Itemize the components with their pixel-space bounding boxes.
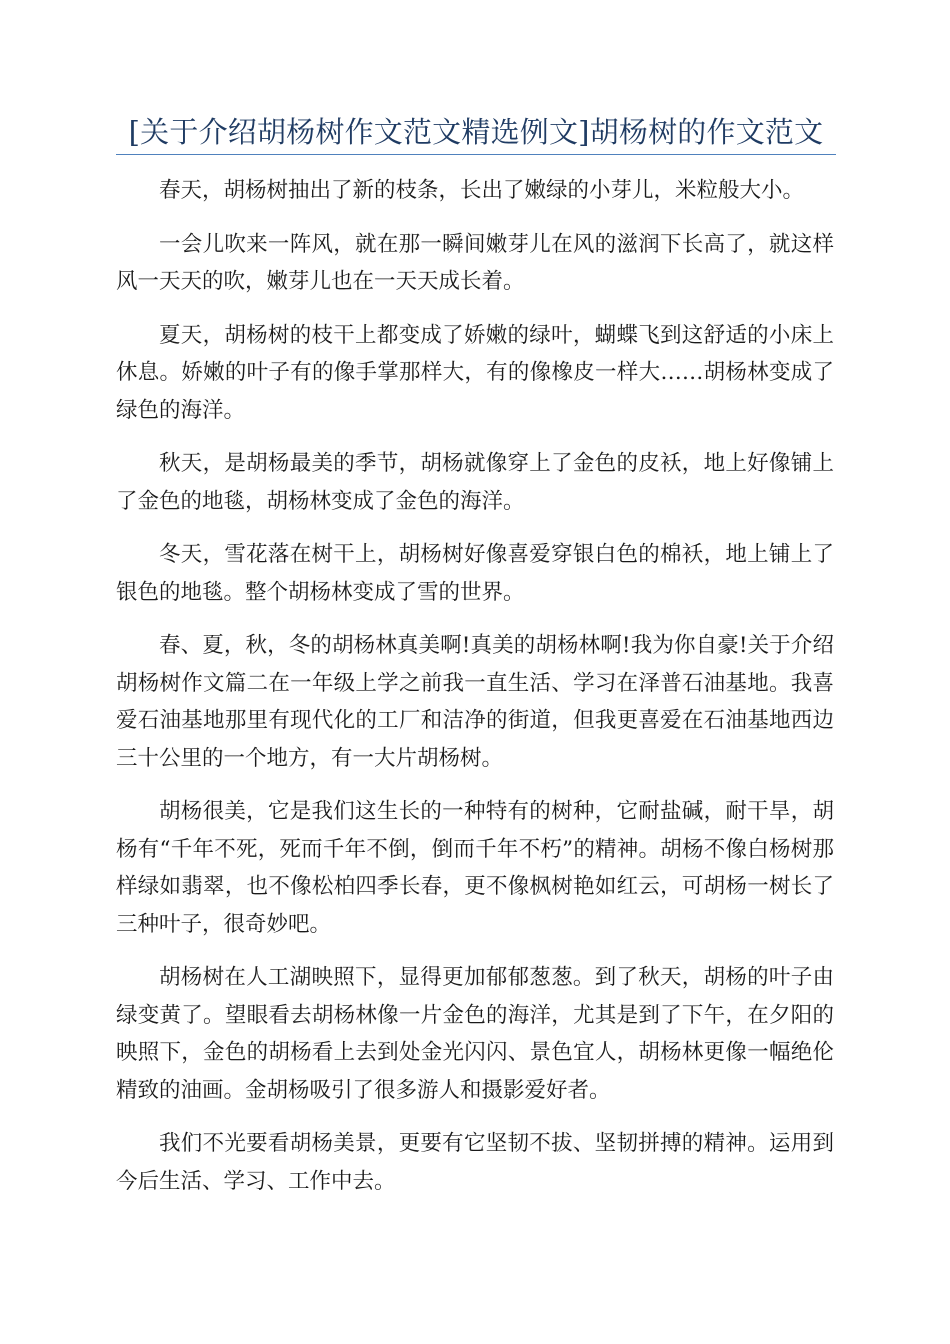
paragraph-2: 一会儿吹来一阵风，就在那一瞬间嫩芽儿在风的滋润下长高了，就这样风一天天的吹，嫩芽儿也在一天天成长着。 — [116, 231, 834, 294]
document-body — [116, 172, 834, 1216]
paragraph-7: 胡杨很美，它是我们这生长的一种特有的树种，它耐盐碱，耐干旱，胡杨有“千年不死，死而千年不倒，倒而千年不朽”的精神。胡杨不像白杨树那样绿如翡翠，也不像松柏四季长春，更不像枫树艳如红云，可胡杨一树长了三种叶子，很奇妙吧。 — [116, 799, 834, 937]
paragraph-3: 夏天，胡杨树的枝干上都变成了娇嫩的绿叶，蝴蝶飞到这舒适的小床上休息。娇嫩的叶子有的像手掌那样大，有的像橡皮一样大……胡杨林变成了绿色的海洋。 — [116, 322, 834, 423]
paragraph-1: 春天，胡杨树抽出了新的枝条，长出了嫩绿的小芽儿，米粒般大小。 — [159, 178, 805, 203]
paragraph-6: 春、夏，秋，冬的胡杨林真美啊!真美的胡杨林啊!我为你自豪!关于介绍胡杨树作文篇二在一年级上学之前我一直生活、学习在泽普石油基地。我喜爱石油基地那里有现代化的工厂和洁净的街道，但我更喜爱在石油基地西边三十公里的一个地方，有一大片胡杨树。 — [116, 633, 834, 771]
title-underline — [116, 154, 836, 155]
paragraph-5: 冬天，雪花落在树干上，胡杨树好像喜爱穿银白色的棉袄，地上铺上了银色的地毯。整个胡杨林变成了雪的世界。 — [116, 542, 834, 605]
paragraph-8: 胡杨树在人工湖映照下，显得更加郁郁葱葱。到了秋天，胡杨的叶子由绿变黄了。望眼看去胡杨林像一片金色的海洋，尤其是到了下午，在夕阳的映照下，金色的胡杨看上去到处金光闪闪、景色宜人，胡杨林更像一幅绝伦精致的油画。金胡杨吸引了很多游人和摄影爱好者。 — [116, 965, 834, 1103]
paragraph-9: 我们不光要看胡杨美景，更要有它坚韧不拔、坚韧拼搏的精神。运用到今后生活、学习、工作中去。 — [116, 1131, 834, 1194]
paragraph-4: 秋天，是胡杨最美的季节，胡杨就像穿上了金色的皮袄，地上好像铺上了金色的地毯，胡杨林变成了金色的海洋。 — [116, 451, 834, 514]
document-title: [关于介绍胡杨树作文范文精选例文]胡杨树的作文范文 — [128, 115, 824, 149]
